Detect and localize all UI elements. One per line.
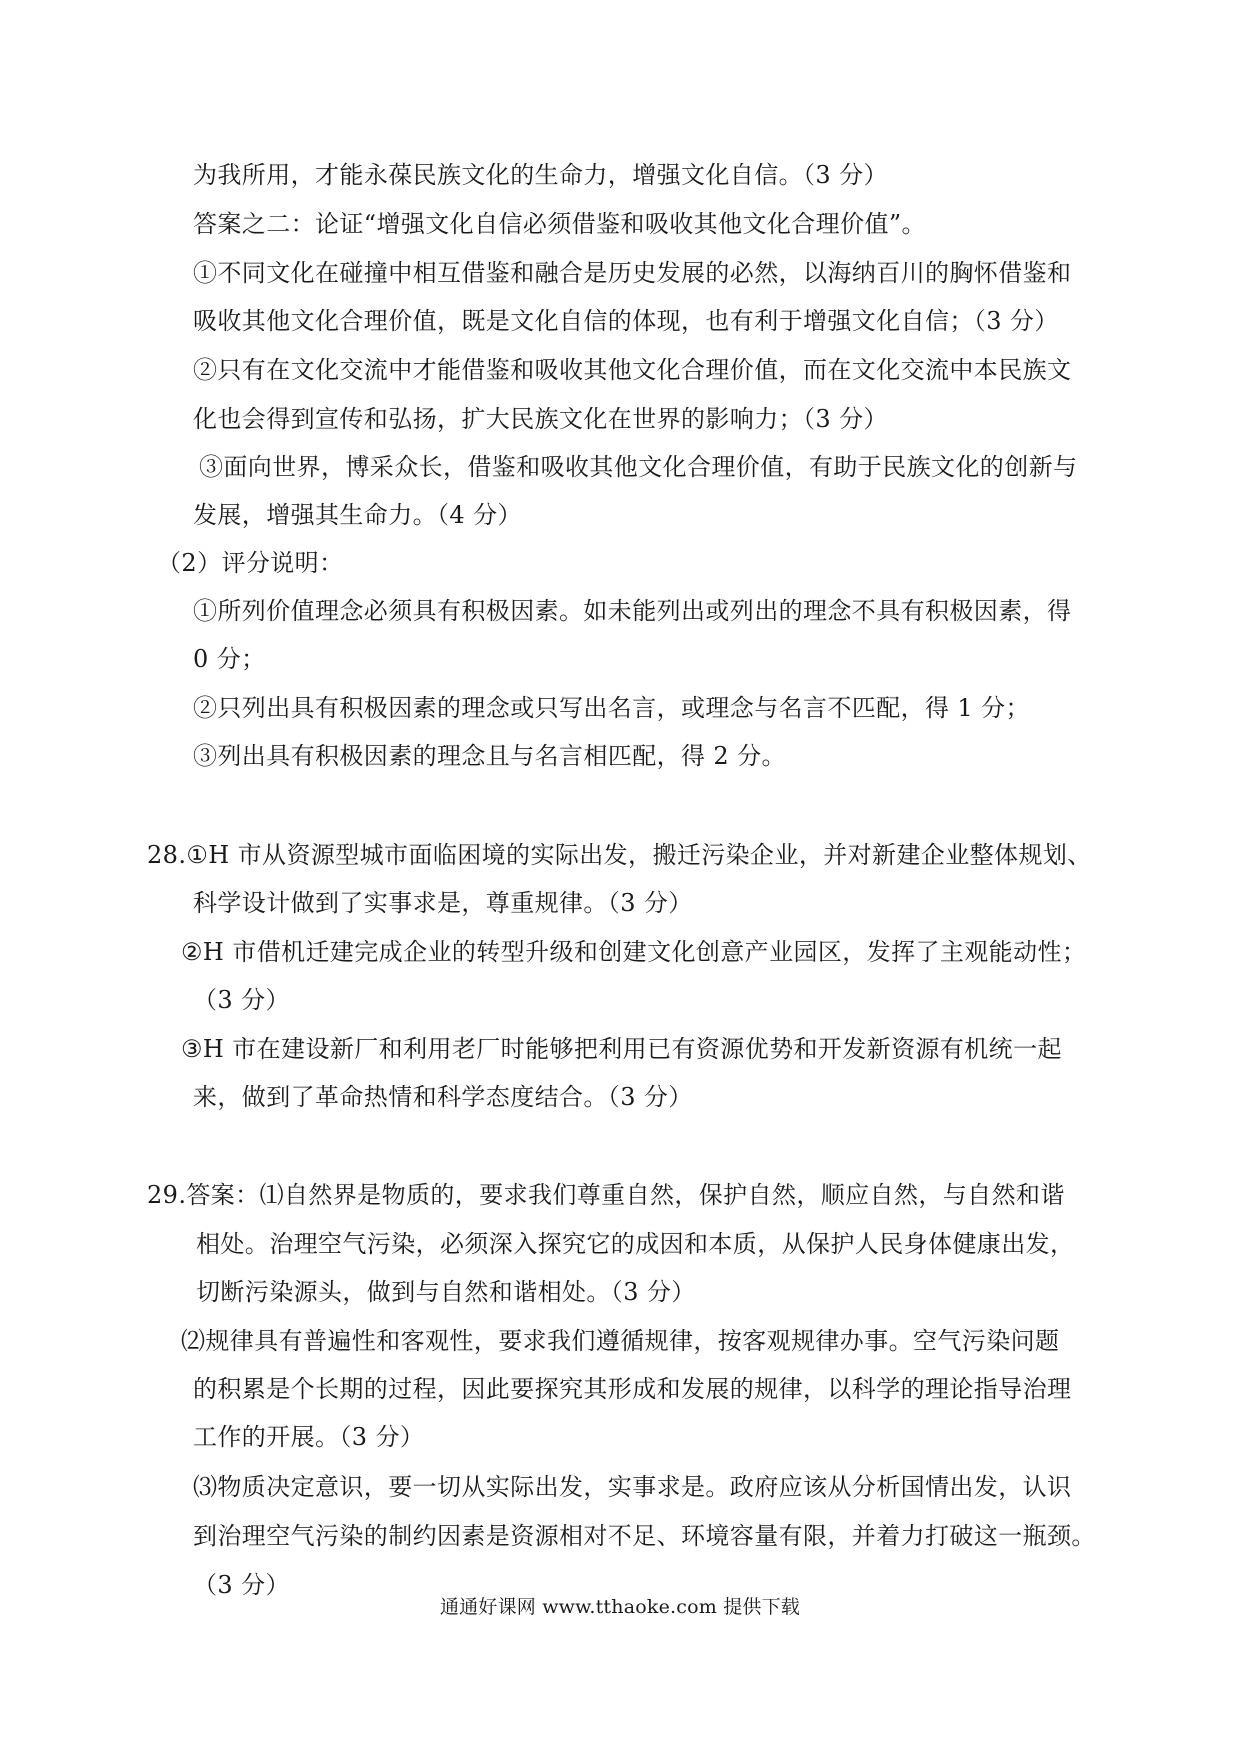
- text-line: ②只列出具有积极因素的理念或只写出名言，或理念与名言不匹配，得 1 分；: [193, 694, 1030, 722]
- text-line: ①所列价值理念必须具有积极因素。如未能列出或列出的理念不具有积极因素，得: [193, 597, 1072, 625]
- text-line: ③列出具有积极因素的理念且与名言相匹配，得 2 分。: [193, 742, 786, 770]
- text-line: 切断污染源头，做到与自然和谐相处。（3 分）: [196, 1278, 696, 1306]
- text-line: ⑶物质决定意识，要一切从实际出发，实事求是。政府应该从分析国情出发，认识: [193, 1473, 1072, 1501]
- text-line: ③面向世界，博采众长，借鉴和吸收其他文化合理价值，有助于民族文化的创新与: [199, 453, 1078, 481]
- section-heading: （2）评分说明：: [157, 549, 344, 577]
- text-line: 化也会得到宣传和弘扬，扩大民族文化在世界的影响力；（3 分）: [193, 405, 888, 433]
- text-line: ①不同文化在碰撞中相互借鉴和融合是历史发展的必然，以海纳百川的胸怀借鉴和: [193, 259, 1072, 287]
- text-line: 科学设计做到了实事求是，尊重规律。（3 分）: [193, 889, 693, 917]
- text-line: （3 分）: [193, 986, 290, 1014]
- text-line: ⑵规律具有普遍性和客观性，要求我们遵循规律，按客观规律办事。空气污染问题: [181, 1327, 1060, 1355]
- text-line: （3 分）: [193, 1571, 290, 1599]
- text-line: 相处。治理空气污染，必须深入探究它的成因和本质，从保护人民身体健康出发，: [196, 1230, 1075, 1258]
- text-line: ②H 市借机迁建完成企业的转型升级和创建文化创意产业园区，发挥了主观能动性；: [181, 938, 1087, 966]
- question-29-line: 29.答案：⑴自然界是物质的，要求我们尊重自然，保护自然，顺应自然，与自然和谐: [147, 1181, 1065, 1209]
- page-footer: 通通好课网 www.tthaoke.com 提供下载: [439, 1596, 801, 1618]
- text-line: 答案之二：论证“增强文化自信必须借鉴和吸收其他文化合理价值”。: [193, 210, 926, 238]
- text-line: 0 分；: [193, 645, 266, 673]
- text-line: ③H 市在建设新厂和利用老厂时能够把利用已有资源优势和开发新资源有机统一起: [181, 1035, 1062, 1063]
- text-line: 工作的开展。（3 分）: [193, 1423, 425, 1451]
- text-line: 的积累是个长期的过程，因此要探究其形成和发展的规律，以科学的理论指导治理: [193, 1375, 1072, 1403]
- text-line: 来，做到了革命热情和科学态度结合。（3 分）: [193, 1083, 693, 1111]
- text-line: 到治理空气污染的制约因素是资源相对不足、环境容量有限，并着力打破这一瓶颈。: [193, 1522, 1096, 1550]
- text-line: 为我所用，才能永葆民族文化的生命力，增强文化自信。（3 分）: [193, 161, 888, 189]
- text-line: 发展，增强其生命力。（4 分）: [193, 501, 522, 529]
- text-line: 吸收其他文化合理价值，既是文化自信的体现，也有利于增强文化自信；（3 分）: [193, 307, 1059, 335]
- question-28-line: 28.①H 市从资源型城市面临困境的实际出发，搬迁污染企业，并对新建企业整体规划、: [147, 841, 1092, 869]
- text-line: ②只有在文化交流中才能借鉴和吸收其他文化合理价值，而在文化交流中本民族文: [193, 356, 1072, 384]
